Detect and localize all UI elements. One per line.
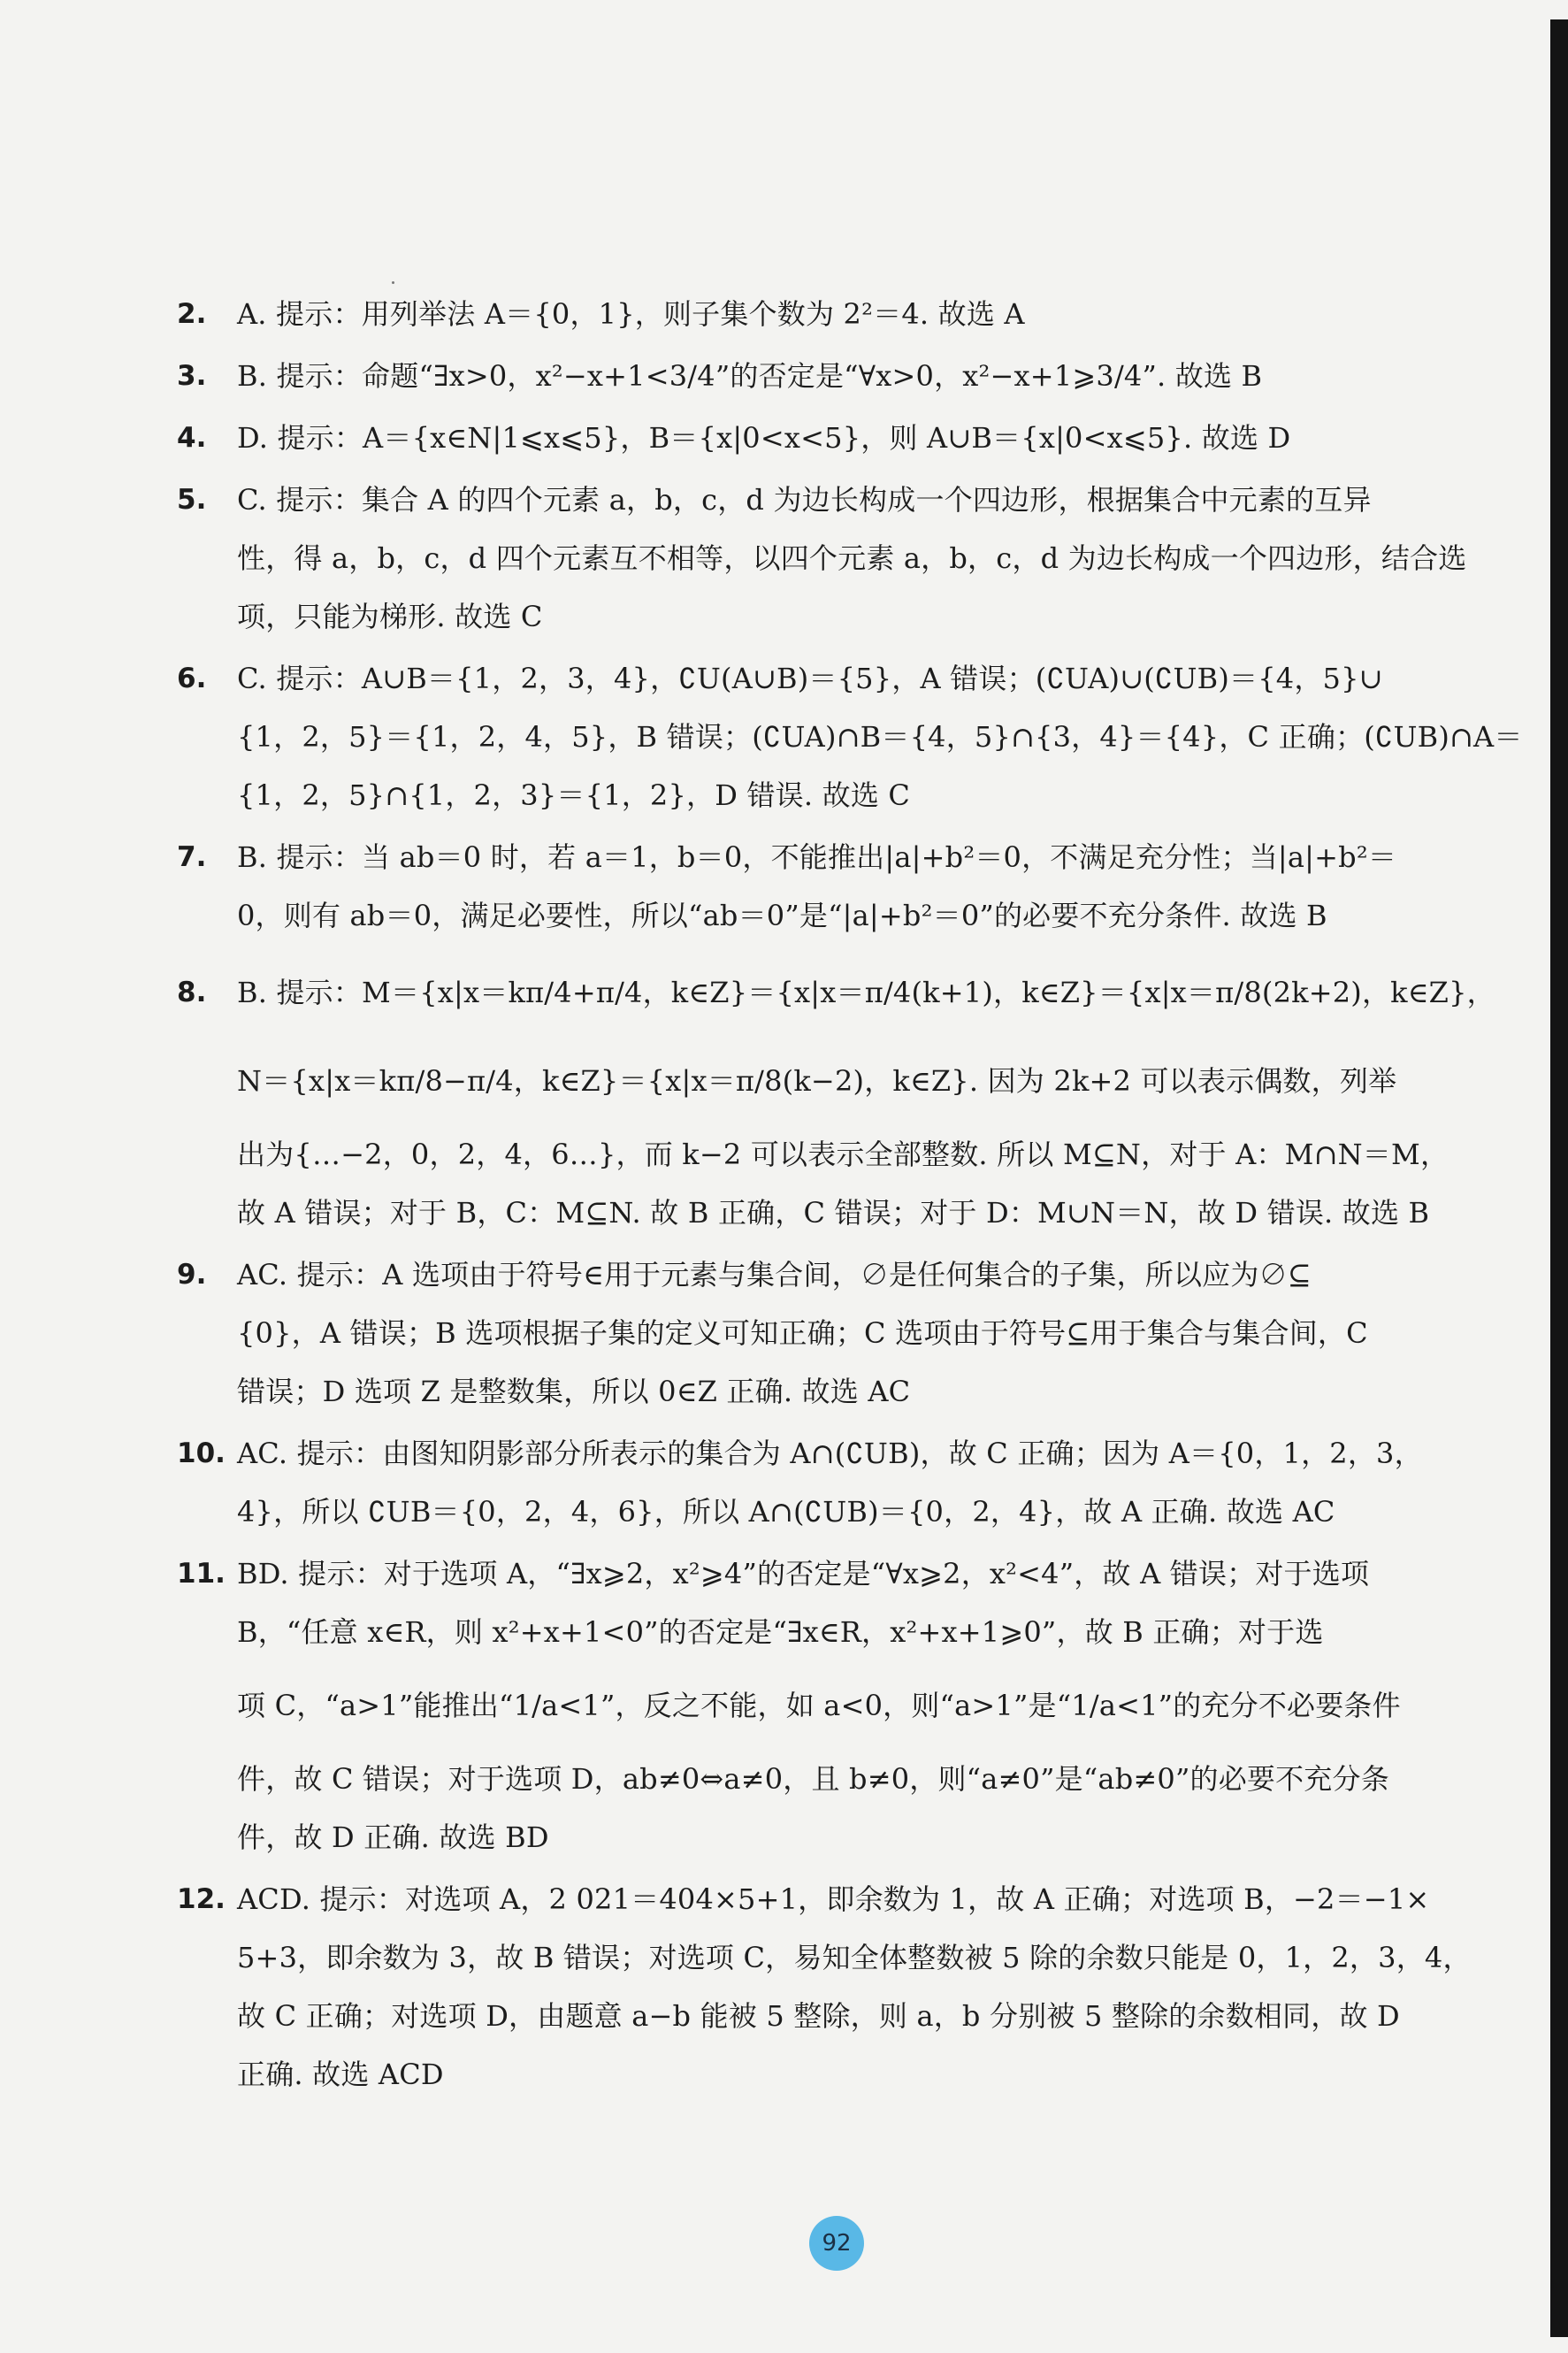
answer-line: 5+3，即余数为 3，故 B 错误；对选项 C，易知全体整数被 5 除的余数只能是 0，1，2，3，4， [237,1941,1472,1974]
answer-list [177,285,1523,2107]
answer-line: ACD. 提示：对选项 A，2 021＝404×5+1，即余数为 1，故 A 正确；对选项 B，−2＝−1× [237,1882,1430,1916]
answer-item-6 [177,649,1523,824]
answer-line: AC. 提示：由图知阴影部分所表示的集合为 A∩(∁UB)，故 C 正确；因为 A＝{0，1，2，3， [237,1437,1423,1470]
answer-line: 0，则有 ab＝0，满足必要性，所以“ab＝0”是“|a|+b²＝0”的必要不充分条件. 故选 B [237,899,1327,932]
answer-line: 项，只能为梯形. 故选 C [237,600,543,633]
answer-line: AC. 提示：A 选项由于符号∈用于元素与集合间，∅是任何集合的子集，所以应为∅⊆ [237,1258,1312,1291]
answer-line: 4}，所以 ∁UB＝{0，2，4，6}，所以 A∩(∁UB)＝{0，2，4}，故 A 正确. 故选 AC [237,1495,1335,1529]
item-number: 7. [177,841,207,873]
page-edge-bar [1550,19,1568,2337]
answer-item-2 [177,285,1508,343]
answer-line: B. 提示：当 ab＝0 时，若 a＝1，b＝0，不能推出|a|+b²＝0，不满足充分性；当|a|+b²＝ [237,840,1397,874]
answer-line: {0}，A 错误；B 选项根据子集的定义可知正确；C 选项由于符号⊆用于集合与集合间，C [237,1316,1368,1350]
item-number: 5. [177,484,207,516]
answer-item-11 [177,1544,1508,1866]
answer-line: 性，得 a，b，c，d 四个元素互不相等，以四个元素 a，b，c，d 为边长构成一个四边形，结合选 [237,541,1467,575]
answer-line: B，“任意 x∈R，则 x²+x+1<0”的否定是“∃x∈R，x²+x+1⩾0”，故 B 正确；对于选 [237,1615,1324,1649]
answer-line: 项 C，“a>1”能推出“1/a<1”，反之不能，如 a<0，则“a>1”是“1/a<1”的充分不必要条件 [237,1689,1401,1722]
answer-line: BD. 提示：对于选项 A，“∃x⩾2，x²⩾4”的否定是“∀x⩾2，x²<4”，故 A 错误；对于选项 [237,1557,1370,1590]
answer-line: 正确. 故选 ACD [237,2058,444,2091]
item-number: 8. [177,977,207,1008]
answer-line: C. 提示：A∪B＝{1，2，3，4}，∁U(A∪B)＝{5}，A 错误；(∁UA)∪(∁UB)＝{4，5}∪ [237,662,1383,695]
item-number: 6. [177,663,207,694]
answer-line: 故 C 正确；对选项 D，由题意 a−b 能被 5 整除，则 a，b 分别被 5 整除的余数相同，故 D [237,1999,1400,2033]
item-number: 9. [177,1259,207,1291]
answer-line: C. 提示：集合 A 的四个元素 a，b，c，d 为边长构成一个四边形，根据集合中元素的互异 [237,483,1372,517]
answer-line: 错误；D 选项 Z 是整数集，所以 0∈Z 正确. 故选 AC [237,1375,911,1408]
page-number-badge: 92 [809,2216,864,2271]
answer-line: A. 提示：用列举法 A＝{0，1}，则子集个数为 2²＝4. 故选 A [237,297,1025,331]
item-number: 2. [177,298,207,330]
item-number: 4. [177,422,207,454]
answer-line: B. 提示：M＝{x|x＝kπ/4+π/4，k∈Z}＝{x|x＝π/4(k+1)，k∈Z}＝{x|x＝π/8(2k+2)，k∈Z}， [237,976,1495,1009]
item-number: 10. [177,1437,226,1469]
answer-line: {1，2，5}＝{1，2，4，5}，B 错误；(∁UA)∩B＝{4，5}∩{3，4}＝{4}，C 正确；(∁UB)∩A＝ [237,720,1523,754]
answer-item-5 [177,471,1508,646]
answer-item-4 [177,409,1508,467]
answer-item-12 [177,1870,1508,2104]
answer-line: N＝{x|x＝kπ/8−π/4，k∈Z}＝{x|x＝π/8(k−2)，k∈Z}. 因为 2k+2 可以表示偶数，列举 [237,1064,1397,1098]
answer-item-10 [177,1424,1508,1541]
item-number: 3. [177,360,207,392]
answer-line: D. 提示：A＝{x∈N|1⩽x⩽5}，B＝{x|0<x<5}，则 A∪B＝{x|0<x⩽5}. 故选 D [237,421,1291,455]
answer-line: 件，故 C 错误；对于选项 D，ab≠0⇔a≠0，且 b≠0，则“a≠0”是“ab≠0”的必要不充分条 [237,1762,1389,1796]
answer-line: 出为{…−2，0，2，4，6…}，而 k−2 可以表示全部整数. 所以 M⊆N，对于 A：M∩N＝M， [237,1138,1449,1171]
answer-item-3 [177,347,1508,405]
answer-item-9 [177,1245,1508,1421]
answer-line: B. 提示：命题“∃x>0，x²−x+1<3/4”的否定是“∀x>0，x²−x+1⩾3/4”. 故选 B [237,359,1263,393]
answer-item-7 [177,828,1508,945]
item-number: 11. [177,1558,226,1590]
answer-item-8 [177,948,1508,1242]
item-number: 12. [177,1883,226,1915]
answer-line: 故 A 错误；对于 B，C：M⊆N. 故 B 正确，C 错误；对于 D：M∪N＝N，故 D 错误. 故选 B [237,1196,1430,1230]
speck [392,281,394,284]
answer-line: 件，故 D 正确. 故选 BD [237,1820,549,1854]
answer-line: {1，2，5}∩{1，2，3}＝{1，2}，D 错误. 故选 C [237,778,911,812]
